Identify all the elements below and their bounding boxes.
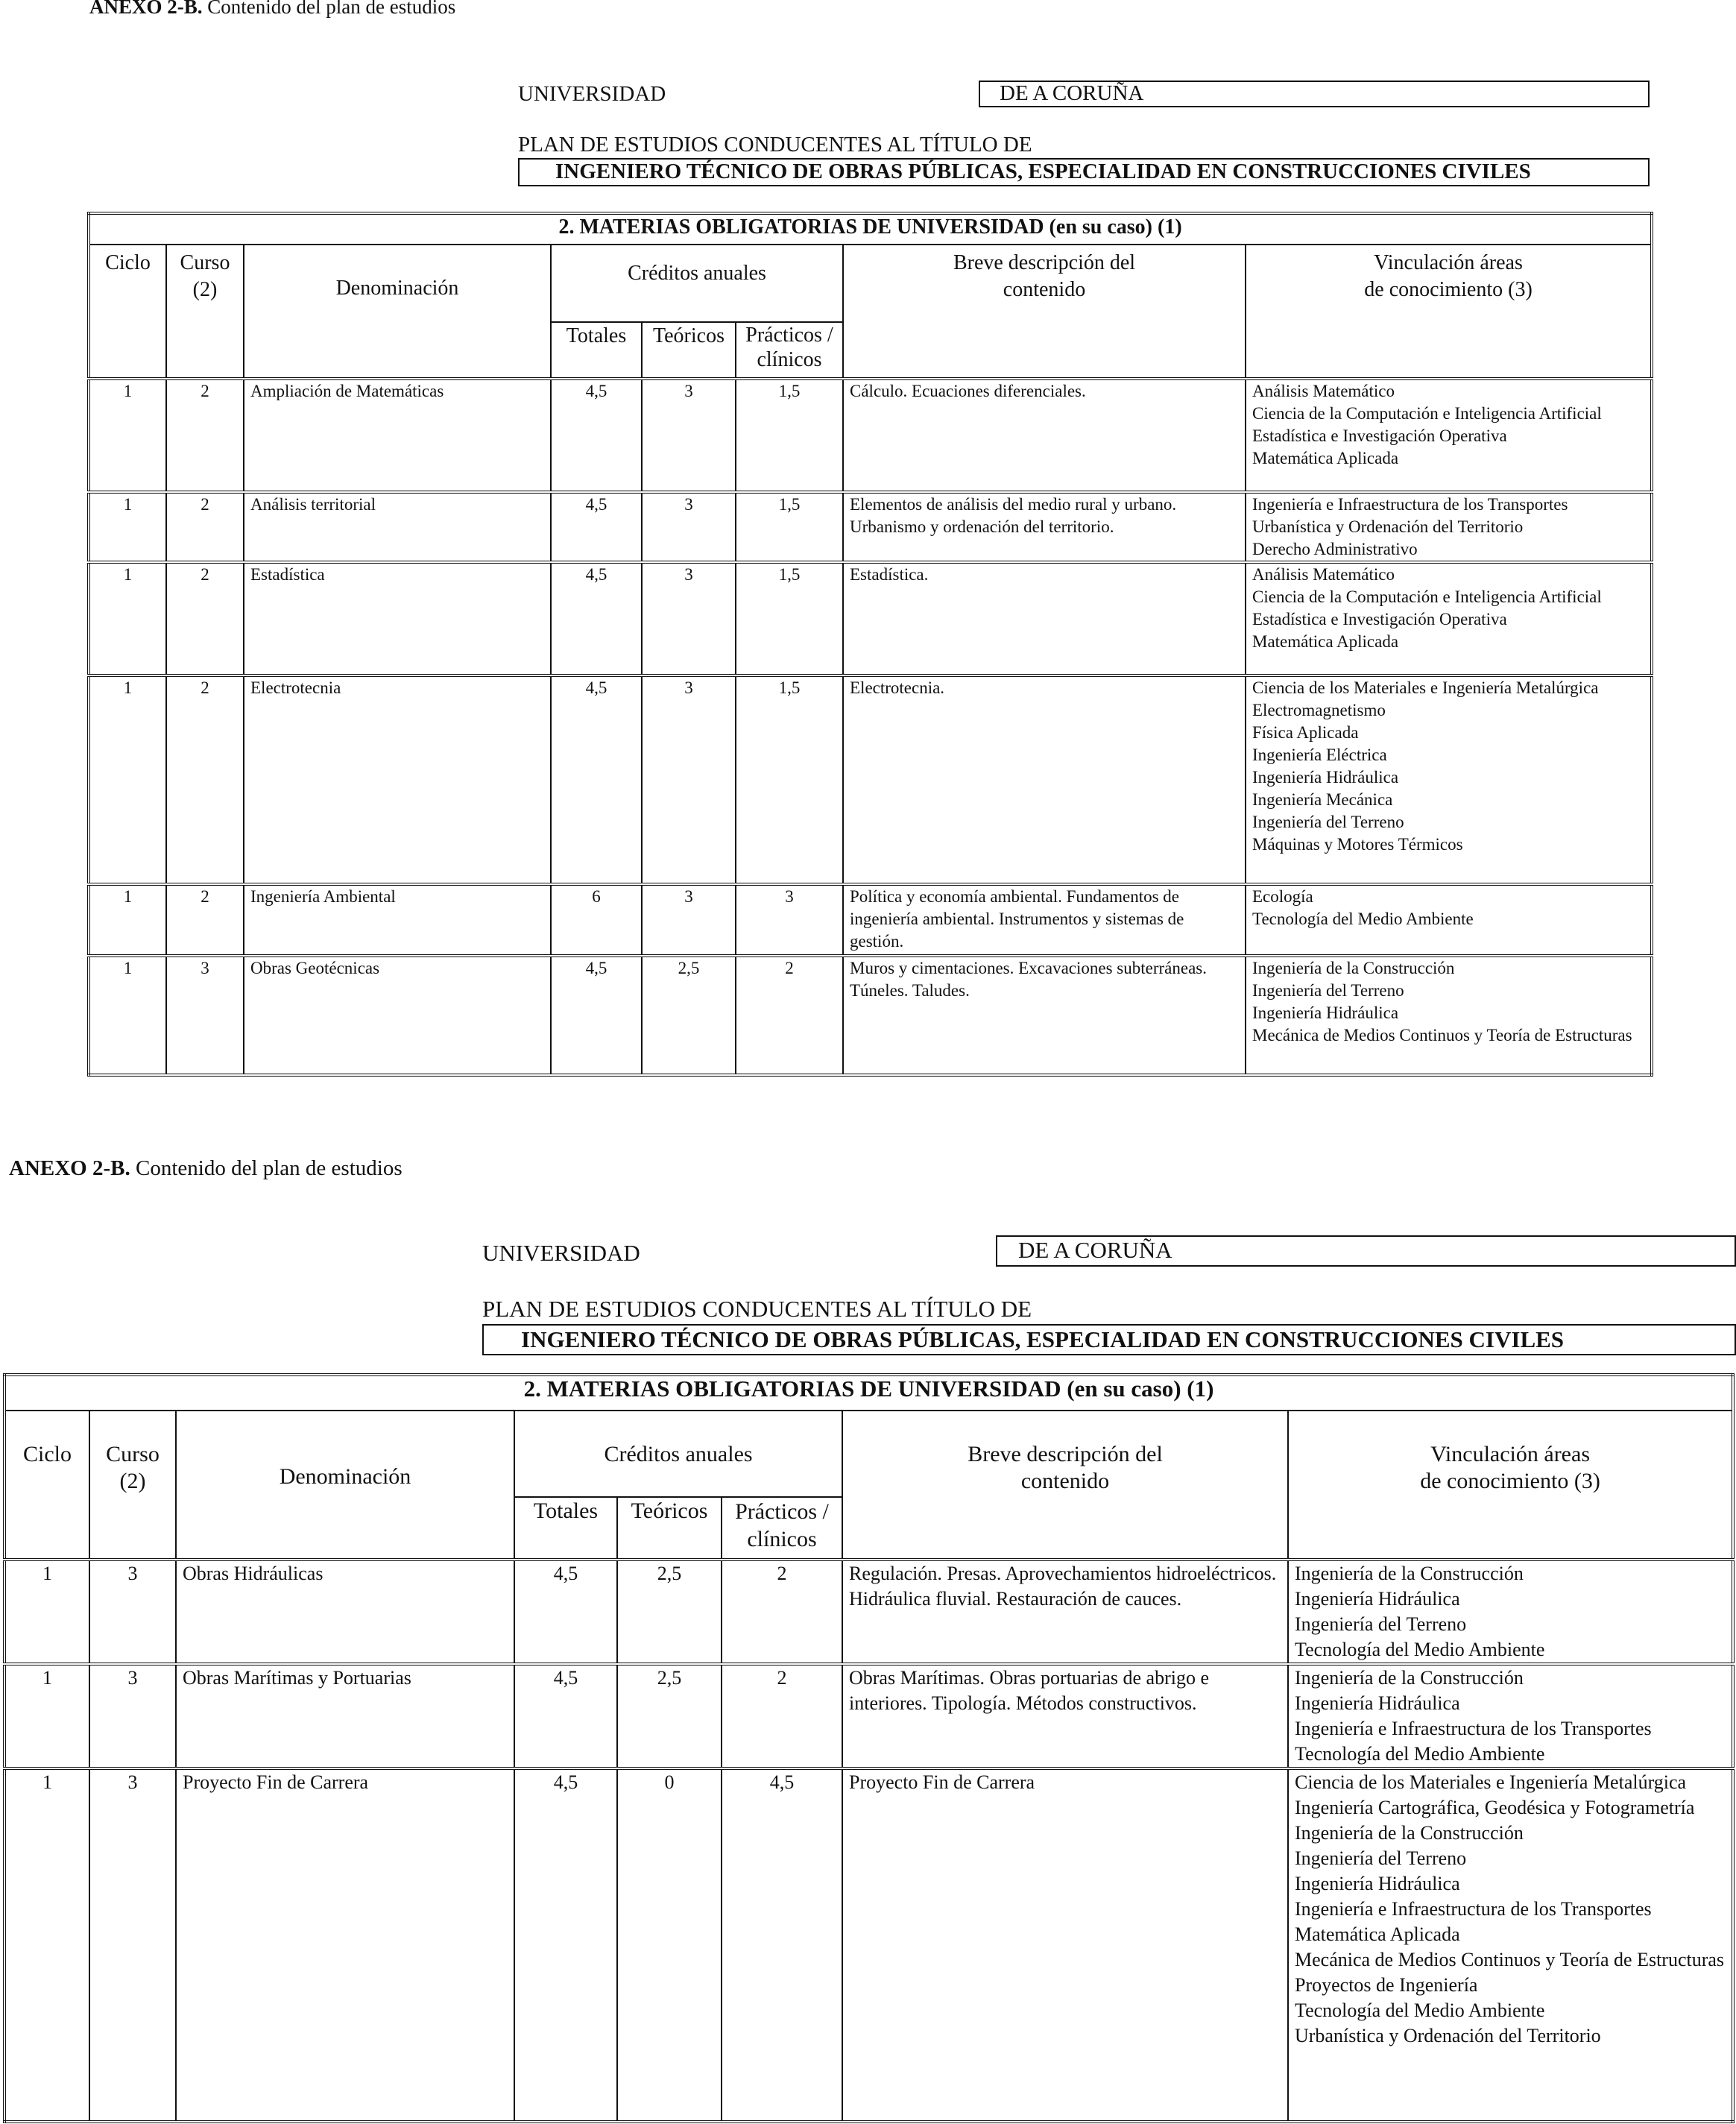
cell-practicos: 4,5: [722, 1768, 842, 2122]
universidad-label: UNIVERSIDAD: [518, 82, 666, 106]
anexo-text: Contenido del plan de estudios: [202, 0, 456, 18]
cell-descripcion: Muros y cimentaciones. Excavaciones subterráneas. Túneles. Taludes.: [843, 956, 1246, 1075]
materias-table: [87, 212, 1653, 1077]
cell-teoricos: 3: [642, 884, 736, 956]
cell-areas: Ecología Tecnología del Medio Ambiente: [1246, 884, 1652, 956]
cell-descripcion: Proyecto Fin de Carrera: [842, 1768, 1288, 2122]
cell-curso: 2: [166, 884, 244, 956]
cell-totales: 4,5: [551, 562, 642, 675]
cell-practicos: 2: [722, 1664, 842, 1768]
cell-practicos: 1,5: [736, 492, 843, 562]
table-row: [89, 562, 1652, 675]
cell-ciclo: 1: [4, 1664, 89, 1768]
cell-ciclo: 1: [89, 884, 166, 956]
cell-descripcion: Cálculo. Ecuaciones diferenciales.: [843, 379, 1246, 492]
cell-descripcion: Elementos de análisis del medio rural y urbano. Urbanismo y ordenación del territorio.: [843, 492, 1246, 562]
cell-practicos: 2: [736, 956, 843, 1075]
header-teoricos: Teóricos: [642, 322, 736, 379]
cell-curso: 2: [166, 379, 244, 492]
header-practicos: Prácticos / clínicos: [736, 322, 843, 379]
table-title: 2. MATERIAS OBLIGATORIAS DE UNIVERSIDAD (en su caso) (1): [4, 1375, 1733, 1411]
header-totales: Totales: [551, 322, 642, 379]
table-row: [4, 1664, 1733, 1768]
cell-descripcion: Estadística.: [843, 562, 1246, 675]
header-vinculacion: Vinculación áreas de conocimiento (3): [1246, 245, 1652, 379]
cell-ciclo: 1: [89, 562, 166, 675]
cell-areas: Ingeniería de la Construcción Ingeniería Hidráulica Ingeniería e Infraestructura de los Transportes Tecnología del Medio Ambiente: [1288, 1664, 1733, 1768]
anexo-label: ANEXO 2-B.: [89, 0, 203, 18]
cell-teoricos: 3: [642, 562, 736, 675]
header-practicos: Prácticos / clínicos: [722, 1497, 842, 1560]
materias-table: [3, 1373, 1735, 2123]
cell-ciclo: 1: [89, 492, 166, 562]
cell-teoricos: 3: [642, 492, 736, 562]
header-descripcion: Breve descripción del contenido: [843, 245, 1246, 379]
cell-denominacion: Ampliación de Matemáticas: [244, 379, 551, 492]
universidad-value: DE A CORUÑA: [979, 81, 1650, 107]
header-curso: Curso (2): [89, 1411, 176, 1560]
header-creditos: Créditos anuales: [514, 1411, 842, 1497]
anexo-heading: [89, 0, 455, 19]
cell-curso: 2: [166, 675, 244, 884]
cell-curso: 2: [166, 492, 244, 562]
header-denominacion: Denominación: [244, 245, 551, 379]
table-row: [89, 379, 1652, 492]
header-descripcion: Breve descripción del contenido: [842, 1411, 1288, 1560]
cell-teoricos: 2,5: [617, 1560, 722, 1664]
header-denominacion: Denominación: [176, 1411, 514, 1560]
cell-totales: 4,5: [551, 675, 642, 884]
cell-descripcion: Obras Marítimas. Obras portuarias de abrigo e interiores. Tipología. Métodos constructivos.: [842, 1664, 1288, 1768]
table-title: 2. MATERIAS OBLIGATORIAS DE UNIVERSIDAD (en su caso) (1): [89, 213, 1652, 245]
cell-practicos: 2: [722, 1560, 842, 1664]
cell-practicos: 3: [736, 884, 843, 956]
header-totales: Totales: [514, 1497, 617, 1560]
cell-totales: 4,5: [514, 1560, 617, 1664]
cell-teoricos: 2,5: [642, 956, 736, 1075]
plan-label: PLAN DE ESTUDIOS CONDUCENTES AL TÍTULO DE: [482, 1296, 1032, 1322]
anexo-label: ANEXO 2-B.: [9, 1156, 130, 1180]
cell-ciclo: 1: [89, 956, 166, 1075]
cell-ciclo: 1: [4, 1768, 89, 2122]
header-teoricos: Teóricos: [617, 1497, 722, 1560]
cell-areas: Análisis Matemático Ciencia de la Computación e Inteligencia Artificial Estadística e Investigación Operativa Matemática Aplicada: [1246, 379, 1652, 492]
cell-denominacion: Estadística: [244, 562, 551, 675]
cell-ciclo: 1: [4, 1560, 89, 1664]
cell-curso: 3: [89, 1664, 176, 1768]
cell-teoricos: 3: [642, 675, 736, 884]
cell-curso: 3: [89, 1768, 176, 2122]
anexo-text: Contenido del plan de estudios: [130, 1156, 403, 1180]
cell-descripcion: Política y economía ambiental. Fundamentos de ingeniería ambiental. Instrumentos y sistemas de gestión.: [843, 884, 1246, 956]
cell-descripcion: Regulación. Presas. Aprovechamientos hidroeléctricos. Hidráulica fluvial. Restauración de cauces.: [842, 1560, 1288, 1664]
cell-ciclo: 1: [89, 379, 166, 492]
cell-ciclo: 1: [89, 675, 166, 884]
cell-areas: Análisis Matemático Ciencia de la Computación e Inteligencia Artificial Estadística e Investigación Operativa Matemática Aplicada: [1246, 562, 1652, 675]
cell-denominacion: Ingeniería Ambiental: [244, 884, 551, 956]
table-row: [89, 956, 1652, 1075]
cell-denominacion: Obras Marítimas y Portuarias: [176, 1664, 514, 1768]
header-ciclo: Ciclo: [4, 1411, 89, 1560]
table-row: [89, 492, 1652, 562]
titulo-box: INGENIERO TÉCNICO DE OBRAS PÚBLICAS, ESPECIALIDAD EN CONSTRUCCIONES CIVILES: [482, 1324, 1736, 1355]
table-row: [4, 1560, 1733, 1664]
cell-teoricos: 3: [642, 379, 736, 492]
cell-denominacion: Obras Hidráulicas: [176, 1560, 514, 1664]
cell-areas: Ingeniería e Infraestructura de los Transportes Urbanística y Ordenación del Territorio Derecho Administrativo: [1246, 492, 1652, 562]
header-creditos: Créditos anuales: [551, 245, 843, 322]
cell-areas: Ciencia de los Materiales e Ingeniería Metalúrgica Electromagnetismo Física Aplicada Ingeniería Eléctrica Ingeniería Hidráulica Ingeniería Mecánica Ingeniería del Terreno Máquinas y Motores Térmicos: [1246, 675, 1652, 884]
cell-teoricos: 0: [617, 1768, 722, 2122]
cell-totales: 4,5: [551, 492, 642, 562]
cell-curso: 3: [89, 1560, 176, 1664]
cell-totales: 4,5: [514, 1664, 617, 1768]
cell-denominacion: Obras Geotécnicas: [244, 956, 551, 1075]
cell-denominacion: Electrotecnia: [244, 675, 551, 884]
table-row: [89, 884, 1652, 956]
plan-label: PLAN DE ESTUDIOS CONDUCENTES AL TÍTULO DE: [518, 133, 1032, 157]
header-curso: Curso (2): [166, 245, 244, 379]
cell-totales: 6: [551, 884, 642, 956]
universidad-label: UNIVERSIDAD: [482, 1240, 640, 1266]
cell-denominacion: Proyecto Fin de Carrera: [176, 1768, 514, 2122]
cell-areas: Ingeniería de la Construcción Ingeniería Hidráulica Ingeniería del Terreno Tecnología del Medio Ambiente: [1288, 1560, 1733, 1664]
header-ciclo: Ciclo: [89, 245, 166, 379]
cell-practicos: 1,5: [736, 379, 843, 492]
cell-curso: 2: [166, 562, 244, 675]
universidad-value: DE A CORUÑA: [996, 1235, 1736, 1267]
cell-denominacion: Análisis territorial: [244, 492, 551, 562]
cell-practicos: 1,5: [736, 562, 843, 675]
cell-practicos: 1,5: [736, 675, 843, 884]
cell-curso: 3: [166, 956, 244, 1075]
cell-areas: Ingeniería de la Construcción Ingeniería del Terreno Ingeniería Hidráulica Mecánica de Medios Continuos y Teoría de Estructuras: [1246, 956, 1652, 1075]
cell-totales: 4,5: [551, 956, 642, 1075]
cell-descripcion: Electrotecnia.: [843, 675, 1246, 884]
anexo-heading: [9, 1156, 403, 1181]
cell-teoricos: 2,5: [617, 1664, 722, 1768]
table-row: [89, 675, 1652, 884]
header-vinculacion: Vinculación áreas de conocimiento (3): [1288, 1411, 1733, 1560]
cell-areas: Ciencia de los Materiales e Ingeniería Metalúrgica Ingeniería Cartográfica, Geodésica y Fotogrametría Ingeniería de la Construcción Ingeniería del Terreno Ingeniería Hidráulica Ingeniería e Infraestructura de los Transportes Matemática Aplicada Mecánica de Medios Continuos y Teoría de Estructuras Proyectos de Ingeniería Tecnología del Medio Ambiente Urbanística y Ordenación del Territorio: [1288, 1768, 1733, 2122]
cell-totales: 4,5: [514, 1768, 617, 2122]
table-row: [4, 1768, 1733, 2122]
cell-totales: 4,5: [551, 379, 642, 492]
titulo-box: INGENIERO TÉCNICO DE OBRAS PÚBLICAS, ESPECIALIDAD EN CONSTRUCCIONES CIVILES: [518, 158, 1650, 186]
